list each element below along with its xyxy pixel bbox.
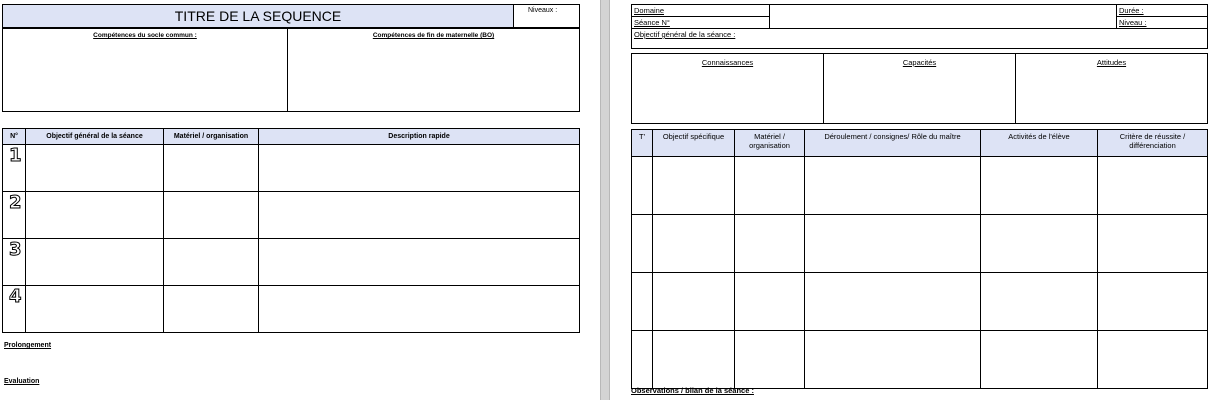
deroulement-cell[interactable] — [805, 157, 981, 215]
competences-fin-cell[interactable] — [288, 29, 580, 112]
table-row — [632, 273, 1208, 331]
table-row — [3, 286, 580, 333]
niveaux-field[interactable] — [514, 5, 580, 28]
sequence-title-text: TITRE DE LA SEQUENCE — [174, 8, 342, 24]
header-materiel: Matériel / organisation — [735, 130, 805, 157]
observations-label: Observations / bilan de la séance : — [631, 386, 754, 395]
table-row — [3, 239, 580, 286]
connaissances-label: Connaissances — [701, 58, 754, 67]
left-page — [0, 0, 600, 400]
right-page — [611, 0, 1213, 400]
materiel-cell[interactable] — [164, 286, 259, 333]
temps-cell[interactable] — [632, 331, 653, 389]
table-row — [3, 145, 580, 192]
header-description: Description rapide — [259, 129, 580, 145]
materiel-cell[interactable] — [735, 331, 805, 389]
objectif-general-label: Objectif général de la séance : — [634, 30, 736, 39]
niveaux-label: Niveaux : — [528, 7, 558, 14]
row-number: 4 — [3, 286, 26, 333]
sequence-title[interactable] — [3, 5, 514, 28]
critere-cell[interactable] — [1098, 157, 1208, 215]
critere-cell[interactable] — [1098, 215, 1208, 273]
activity-header-row — [632, 130, 1208, 157]
description-cell[interactable] — [259, 192, 580, 239]
materiel-cell[interactable] — [164, 145, 259, 192]
materiel-cell[interactable] — [735, 215, 805, 273]
attitudes-cell[interactable] — [1016, 54, 1208, 124]
seance-label: Séance N° — [634, 18, 670, 27]
niveau-cell[interactable] — [1117, 17, 1208, 29]
header-temps: T' — [632, 130, 653, 157]
row-number: 2 — [3, 192, 26, 239]
table-row — [632, 331, 1208, 389]
header-deroulement: Déroulement / consignes/ Rôle du maître — [805, 130, 981, 157]
row-number: 1 — [3, 145, 26, 192]
competences-fin-label: Compétences de fin de maternelle (BO) — [372, 32, 495, 39]
row-number: 3 — [3, 239, 26, 286]
deroulement-cell[interactable] — [805, 215, 981, 273]
objectif-cell[interactable] — [653, 331, 735, 389]
activites-cell[interactable] — [981, 273, 1098, 331]
critere-cell[interactable] — [1098, 331, 1208, 389]
deroulement-cell[interactable] — [805, 273, 981, 331]
objectif-cell[interactable] — [26, 239, 164, 286]
capacites-cell[interactable] — [824, 54, 1016, 124]
table-row — [632, 215, 1208, 273]
objectif-cell[interactable] — [653, 157, 735, 215]
materiel-cell[interactable] — [735, 273, 805, 331]
objectif-cell[interactable] — [26, 192, 164, 239]
sequence-table — [2, 128, 580, 333]
table-row — [632, 157, 1208, 215]
attitudes-label: Attitudes — [1096, 58, 1127, 67]
duree-label: Durée : — [1119, 6, 1144, 15]
temps-cell[interactable] — [632, 157, 653, 215]
materiel-cell[interactable] — [164, 192, 259, 239]
activites-cell[interactable] — [981, 331, 1098, 389]
temps-cell[interactable] — [632, 215, 653, 273]
session-info-table — [631, 4, 1208, 49]
objectif-cell[interactable] — [26, 145, 164, 192]
temps-cell[interactable] — [632, 273, 653, 331]
domaine-cell[interactable] — [632, 5, 770, 17]
table-row — [3, 192, 580, 239]
header-materiel: Matériel / organisation — [164, 129, 259, 145]
duree-cell[interactable] — [1117, 5, 1208, 17]
header-num: N° — [3, 129, 26, 145]
activites-cell[interactable] — [981, 215, 1098, 273]
description-cell[interactable] — [259, 239, 580, 286]
header-objectif: Objectif général de la séance — [26, 129, 164, 145]
knowledge-table — [631, 53, 1208, 124]
competences-socle-label: Compétences du socle commun : — [93, 32, 197, 39]
capacites-label: Capacités — [902, 58, 937, 67]
activites-cell[interactable] — [981, 157, 1098, 215]
description-cell[interactable] — [259, 145, 580, 192]
connaissances-cell[interactable] — [632, 54, 824, 124]
prolongement-label: Prolongement — [4, 342, 52, 349]
activity-table — [631, 129, 1208, 389]
objectif-cell[interactable] — [26, 286, 164, 333]
session-title-cell[interactable] — [770, 5, 1117, 29]
header-objectif-specifique: Objectif spécifique — [653, 130, 735, 157]
materiel-cell[interactable] — [735, 157, 805, 215]
domaine-label: Domaine — [634, 6, 665, 15]
evaluation-label: Evaluation — [4, 378, 40, 385]
header-activites: Activités de l'élève — [981, 130, 1098, 157]
objectif-cell[interactable] — [653, 215, 735, 273]
sequence-header-row — [3, 129, 580, 145]
deroulement-cell[interactable] — [805, 331, 981, 389]
header-critere: Critère de réussite / différenciation — [1098, 130, 1208, 157]
critere-cell[interactable] — [1098, 273, 1208, 331]
competences-socle-cell[interactable] — [3, 29, 288, 112]
materiel-cell[interactable] — [164, 239, 259, 286]
objectif-cell[interactable] — [653, 273, 735, 331]
seance-cell[interactable] — [632, 17, 770, 29]
title-table — [2, 4, 580, 28]
competences-table — [2, 28, 580, 112]
objectif-general-cell[interactable] — [632, 29, 1208, 49]
page-gutter — [600, 0, 610, 400]
niveau-label: Niveau : — [1119, 18, 1147, 27]
description-cell[interactable] — [259, 286, 580, 333]
